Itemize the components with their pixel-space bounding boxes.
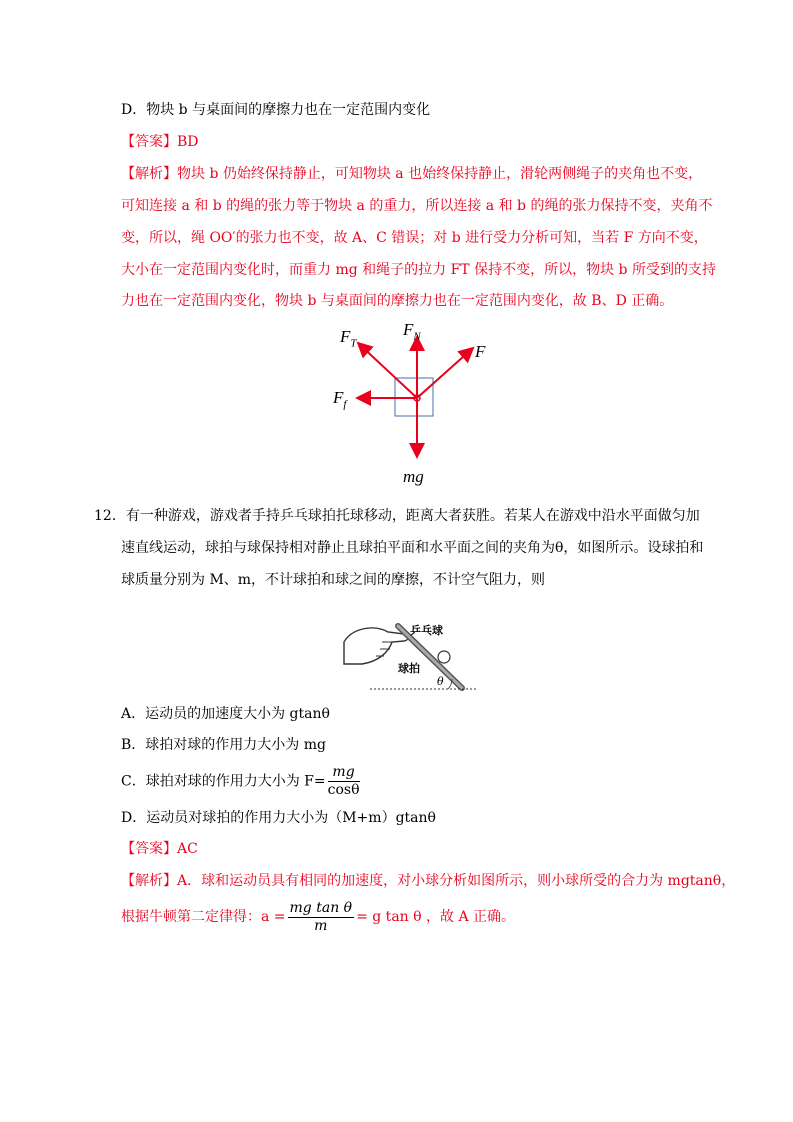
label-paddle: 球拍 xyxy=(398,662,420,675)
label-f: F xyxy=(475,342,486,361)
q12-stem-line1: 12．有一种游戏，游戏者手持乒乓球拍托球移动，距离大者获胜。若某人在游戏中沿水平面做匀加 xyxy=(94,508,700,524)
hand-icon xyxy=(344,628,409,664)
analysis-numerator: mg tan θ xyxy=(289,899,353,916)
label-angle: θ xyxy=(437,675,444,688)
answer-value: AC xyxy=(177,841,198,857)
answer-tag: 【答案】 xyxy=(121,841,177,857)
answer-q11 xyxy=(121,132,199,152)
label-ft: $F_T$ xyxy=(340,327,357,350)
label-fn: $F_N$ xyxy=(403,320,421,343)
option-c-text: C．球拍对球的作用力大小为 F= xyxy=(121,773,326,790)
analysis-q11-line2: 可知连接 a 和 b 的绳的张力等于物块 a 的重力，所以连接 a 和 b 的绳的张力保持不变，夹角不 xyxy=(121,198,713,214)
analysis-denominator: m xyxy=(314,917,328,934)
analysis-tag: 【解析】 xyxy=(121,873,177,889)
answer-tag: 【答案】 xyxy=(121,134,177,150)
option-c-denominator: cosθ xyxy=(327,782,360,798)
q12-option-d: D．运动员对球拍的作用力大小为（M+m）gtanθ xyxy=(121,810,436,826)
analysis-q11-line1 xyxy=(121,164,702,184)
analysis-fraction xyxy=(288,900,355,935)
label-ball: 乒乓球 xyxy=(410,624,443,637)
answer-q12 xyxy=(121,839,198,859)
option-c-fraction xyxy=(328,764,360,799)
analysis-text: A．球和运动员具有相同的加速度，对小球分析如图所示，则小球所受的合力为 mgtanθ， xyxy=(177,873,736,889)
answer-value: BD xyxy=(177,134,199,150)
option-c-numerator: mg xyxy=(328,764,360,782)
option-d-q11: D．物块 b 与桌面间的摩擦力也在一定范围内变化 xyxy=(121,102,431,118)
ball xyxy=(438,651,450,663)
analysis-q11-line3: 变，所以，绳 OO′的张力也不变，故 A、C 错误；对 b 进行受力分析可知，当若 F 方向不变， xyxy=(121,230,708,246)
analysis-line2-post: = g tan θ ，故 A 正确。 xyxy=(356,909,516,925)
arrow-ft xyxy=(358,343,417,398)
paddle-figure xyxy=(340,612,480,694)
label-mg: mg xyxy=(403,467,424,486)
analysis-q12-line1 xyxy=(121,871,735,891)
analysis-q11-line4: 大小在一定范围内变化时，而重力 mg 和绳子的拉力 FT 保持不变，所以，物块 b 所受到的支持 xyxy=(121,262,716,278)
q12-option-a: A．运动员的加速度大小为 gtanθ xyxy=(121,706,330,722)
label-ff: $F_f$ xyxy=(333,388,347,411)
analysis-tag: 【解析】 xyxy=(121,166,177,182)
q12-stem-line3: 球质量分别为 M、m，不计球拍和球之间的摩擦，不计空气阻力，则 xyxy=(121,572,546,588)
q12-option-c xyxy=(121,764,362,799)
analysis-q11-line5: 力也在一定范围内变化，物块 b 与桌面间的摩擦力也在一定范围内变化，故 B、D 正确。 xyxy=(121,293,674,309)
arrow-f xyxy=(417,348,473,398)
analysis-text: 物块 b 仍始终保持静止，可知物块 a 也始终保持静止，滑轮两侧绳子的夹角也不变， xyxy=(177,166,703,182)
q12-option-b: B．球拍对球的作用力大小为 mg xyxy=(121,737,326,753)
force-diagram xyxy=(320,315,520,495)
analysis-q12-line2 xyxy=(121,897,515,937)
q12-stem-line2: 速直线运动，球拍与球保持相对静止且球拍平面和水平面之间的夹角为θ，如图所示。设球拍和 xyxy=(121,540,704,556)
analysis-line2-pre: 根据牛顿第二定律得：a = xyxy=(121,909,286,925)
